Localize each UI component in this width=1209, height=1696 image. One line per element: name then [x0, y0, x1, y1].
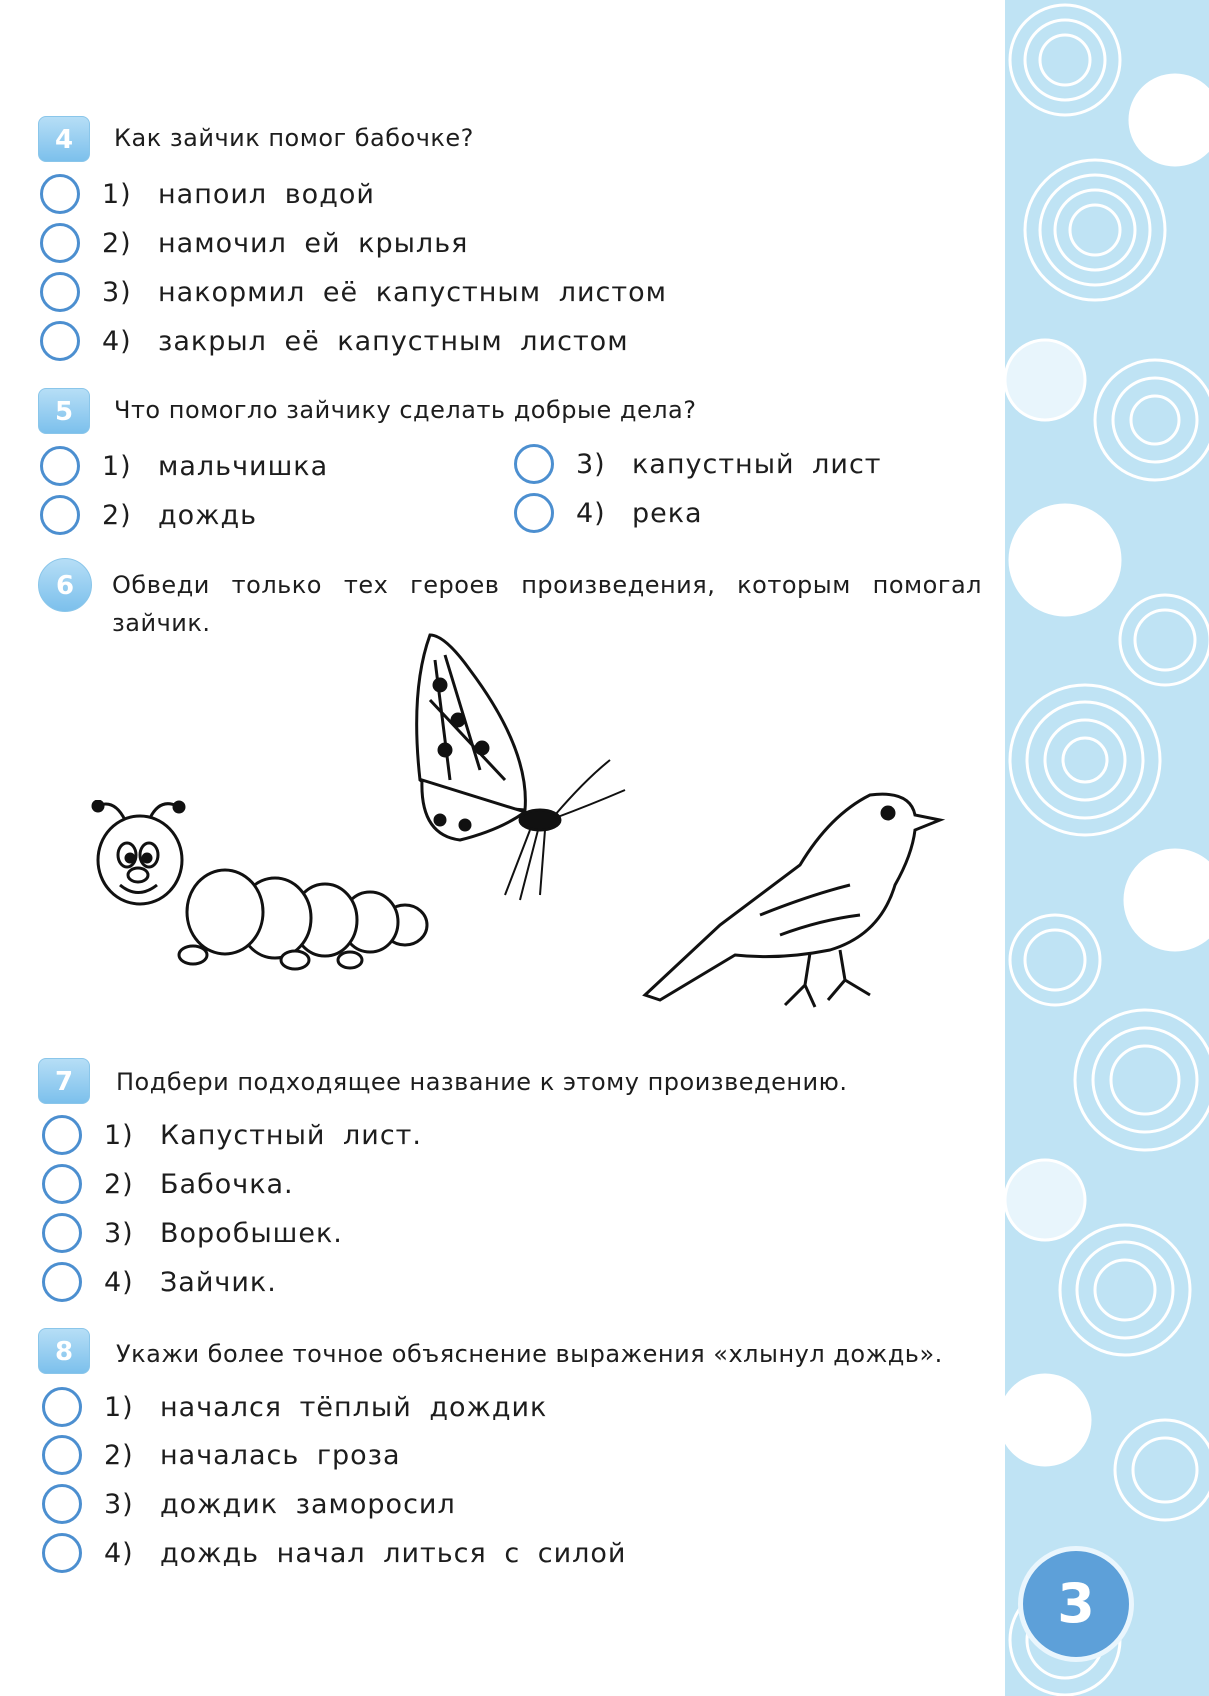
circle-pattern-decoration	[1005, 0, 1209, 1696]
question-number-badge: 8	[38, 1328, 90, 1374]
question-text: Укажи более точное объяснение выражения «хлынул дождь».	[116, 1340, 943, 1368]
answer-option[interactable]: 4) закрыл её капустным листом	[40, 318, 629, 364]
radio-circle[interactable]	[42, 1164, 82, 1204]
decorative-sidebar	[1005, 0, 1209, 1696]
answer-option[interactable]: 2) дождь	[40, 492, 257, 538]
answer-option[interactable]: 2) началась гроза	[42, 1432, 401, 1478]
answer-option[interactable]: 4) река	[514, 490, 703, 536]
radio-circle[interactable]	[40, 495, 80, 535]
question-number-badge: 7	[38, 1058, 90, 1104]
answer-option[interactable]: 3) накормил её капустным листом	[40, 269, 667, 315]
question-text: Что помогло зайчику сделать добрые дела?	[114, 396, 697, 424]
radio-circle[interactable]	[40, 223, 80, 263]
radio-circle[interactable]	[514, 493, 554, 533]
answer-option[interactable]: 1) начался тёплый дождик	[42, 1384, 547, 1430]
question-text: Подбери подходящее название к этому произведению.	[116, 1068, 848, 1096]
question-number-badge: 5	[38, 388, 90, 434]
radio-circle[interactable]	[42, 1213, 82, 1253]
answer-option[interactable]: 1) мальчишка	[40, 443, 328, 489]
radio-circle[interactable]	[42, 1387, 82, 1427]
answer-option[interactable]: 3) Воробышек.	[42, 1210, 343, 1256]
answer-option[interactable]: 1) напоил водой	[40, 171, 375, 217]
radio-circle[interactable]	[42, 1115, 82, 1155]
butterfly-image[interactable]	[410, 630, 645, 905]
answer-option[interactable]: 3) дождик заморосил	[42, 1481, 456, 1527]
radio-circle[interactable]	[42, 1435, 82, 1475]
question-text: Как зайчик помог бабочке?	[114, 124, 474, 152]
radio-circle[interactable]	[42, 1484, 82, 1524]
radio-circle[interactable]	[40, 446, 80, 486]
answer-option[interactable]: 4) дождь начал литься с силой	[42, 1530, 626, 1576]
caterpillar-image[interactable]	[85, 800, 430, 980]
page-number: 3	[1018, 1546, 1134, 1662]
answer-option[interactable]: 3) капустный лист	[514, 441, 882, 487]
answer-option[interactable]: 1) Капустный лист.	[42, 1112, 422, 1158]
answer-option[interactable]: 2) намочил ей крылья	[40, 220, 468, 266]
radio-circle[interactable]	[514, 444, 554, 484]
radio-circle[interactable]	[42, 1262, 82, 1302]
answer-option[interactable]: 4) Зайчик.	[42, 1259, 277, 1305]
radio-circle[interactable]	[40, 174, 80, 214]
radio-circle[interactable]	[42, 1533, 82, 1573]
radio-circle[interactable]	[40, 272, 80, 312]
sparrow-image[interactable]	[640, 775, 960, 1015]
answer-option[interactable]: 2) Бабочка.	[42, 1161, 294, 1207]
radio-circle[interactable]	[40, 321, 80, 361]
question-text: Обведи только тех героев произведения, которым помогал зайчик.	[112, 571, 982, 637]
question-number-badge: 6	[38, 558, 92, 612]
question-number-badge: 4	[38, 116, 90, 162]
